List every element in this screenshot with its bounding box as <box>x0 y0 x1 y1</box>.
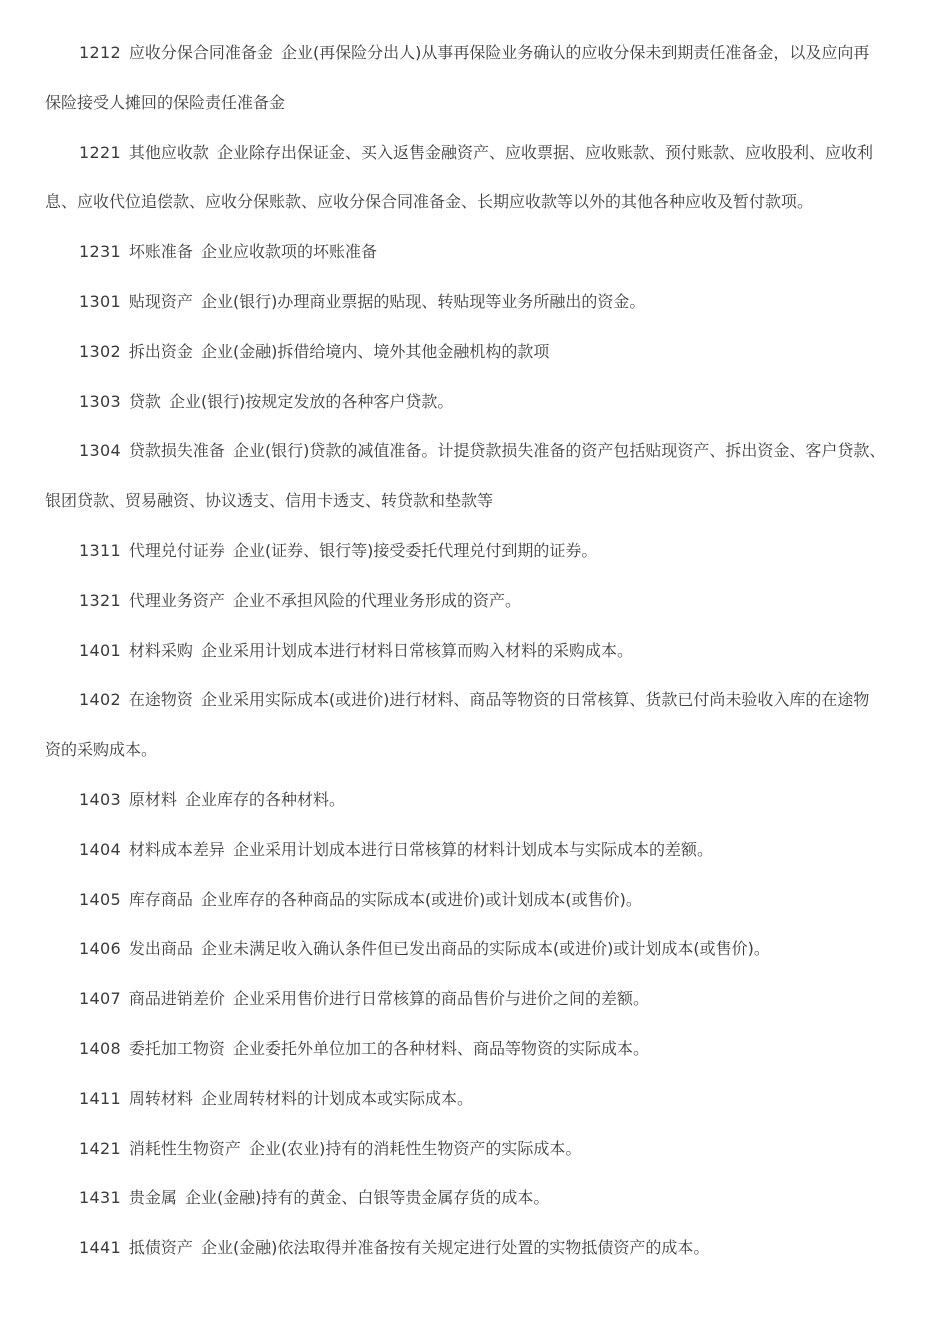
account-code: 1212 <box>79 43 121 62</box>
account-code: 1221 <box>79 142 121 162</box>
account-list <box>45 38 910 1262</box>
account-name: 周转材料 <box>128 1088 193 1108</box>
account-entry <box>45 138 910 217</box>
account-name: 贷款 <box>128 391 161 411</box>
account-description: 企业(证券、银行等)接受委托代理兑付到期的证券。 <box>232 540 598 560</box>
account-code: 1303 <box>79 391 121 411</box>
account-name: 抵债资产 <box>128 1238 193 1258</box>
account-code: 1301 <box>79 291 121 311</box>
account-description: 企业(银行)贷款的减值准备。计提贷款损失准备的资产包括贴现资产、拆出资金、客户贷款、 <box>232 441 886 461</box>
account-code: 1402 <box>79 690 121 710</box>
account-entry <box>45 1233 910 1262</box>
account-description-continued: 息、应收代位追偿款、应收分保账款、应收分保合同准备金、长期应收款等以外的其他各种应收及暂付款项。 <box>45 192 814 212</box>
account-code: 1411 <box>79 1088 121 1108</box>
account-entry <box>45 536 910 565</box>
account-name: 拆出资金 <box>128 341 193 361</box>
account-name: 代理业务资产 <box>128 590 225 610</box>
account-entry <box>45 1134 910 1163</box>
account-code: 1408 <box>79 1038 121 1058</box>
account-entry <box>45 885 910 914</box>
account-name: 贴现资产 <box>128 291 193 311</box>
account-code: 1407 <box>79 989 121 1009</box>
account-description: 企业除存出保证金、买入返售金融资产、应收票据、应收账款、预付账款、应收股利、应收利 <box>216 142 873 162</box>
account-code: 1401 <box>79 640 121 660</box>
account-description: 企业(金融)依法取得并准备按有关规定进行处置的实物抵债资产的成本。 <box>200 1238 710 1258</box>
account-code: 1421 <box>79 1138 121 1158</box>
account-entry <box>45 237 910 266</box>
account-description: 企业(再保险分出人)从事再保险业务确认的应收分保未到期责任准备金，以及应向再 <box>280 43 870 62</box>
account-entry <box>45 934 910 963</box>
account-entry <box>45 436 910 515</box>
account-entry <box>45 636 910 665</box>
account-description: 企业采用计划成本进行材料日常核算而购入材料的采购成本。 <box>200 640 633 660</box>
account-name: 贵金属 <box>128 1188 177 1208</box>
account-name: 材料成本差异 <box>128 839 225 859</box>
account-code: 1302 <box>79 341 121 361</box>
account-name: 应收分保合同准备金 <box>128 43 273 62</box>
account-code: 1441 <box>79 1238 121 1258</box>
account-description: 企业采用售价进行日常核算的商品售价与进价之间的差额。 <box>232 989 649 1009</box>
account-name: 在途物资 <box>128 690 193 710</box>
account-code: 1406 <box>79 939 121 959</box>
account-entry <box>45 1183 910 1212</box>
account-description: 企业周转材料的计划成本或实际成本。 <box>200 1088 473 1108</box>
account-entry <box>45 685 910 764</box>
account-code: 1231 <box>79 242 121 262</box>
account-description: 企业(金融)拆借给境内、境外其他金融机构的款项 <box>200 341 550 361</box>
account-description: 企业未满足收入确认条件但已发出商品的实际成本(或进价)或计划成本(或售价)。 <box>200 939 770 959</box>
account-entry <box>45 337 910 366</box>
account-description: 企业(农业)持有的消耗性生物资产的实际成本。 <box>248 1138 582 1158</box>
account-entry <box>45 38 910 117</box>
account-description: 企业采用计划成本进行日常核算的材料计划成本与实际成本的差额。 <box>232 839 713 859</box>
account-description: 企业库存的各种材料。 <box>184 789 345 809</box>
account-code: 1304 <box>79 441 121 461</box>
account-entry <box>45 1084 910 1113</box>
account-description-continued: 银团贷款、贸易融资、协议透支、信用卡透支、转贷款和垫款等 <box>45 491 494 511</box>
account-description-continued: 保险接受人摊回的保险责任准备金 <box>45 92 286 112</box>
account-description: 企业不承担风险的代理业务形成的资产。 <box>232 590 521 610</box>
account-entry <box>45 586 910 615</box>
account-description-continued: 资的采购成本。 <box>45 740 158 760</box>
account-name: 消耗性生物资产 <box>128 1138 241 1158</box>
account-name: 库存商品 <box>128 889 193 909</box>
account-name: 委托加工物资 <box>128 1038 225 1058</box>
account-description: 企业采用实际成本(或进价)进行材料、商品等物资的日常核算、货款已付尚未验收入库的在途物 <box>200 690 870 710</box>
account-name: 材料采购 <box>128 640 193 660</box>
account-code: 1405 <box>79 889 121 909</box>
account-name: 代理兑付证券 <box>128 540 225 560</box>
account-description: 企业(金融)持有的黄金、白银等贵金属存货的成本。 <box>184 1188 550 1208</box>
account-description: 企业库存的各种商品的实际成本(或进价)或计划成本(或售价)。 <box>200 889 642 909</box>
account-description: 企业委托外单位加工的各种材料、商品等物资的实际成本。 <box>232 1038 649 1058</box>
account-name: 贷款损失准备 <box>128 441 225 461</box>
account-entry <box>45 387 910 416</box>
account-code: 1431 <box>79 1188 121 1208</box>
account-name: 原材料 <box>128 789 177 809</box>
account-code: 1403 <box>79 789 121 809</box>
account-entry <box>45 835 910 864</box>
account-entry <box>45 287 910 316</box>
account-entry <box>45 984 910 1013</box>
account-name: 发出商品 <box>128 939 193 959</box>
account-description: 企业应收款项的坏账准备 <box>200 242 377 262</box>
account-name: 其他应收款 <box>128 142 209 162</box>
account-name: 商品进销差价 <box>128 989 225 1009</box>
account-code: 1321 <box>79 590 121 610</box>
account-code: 1404 <box>79 839 121 859</box>
account-description: 企业(银行)按规定发放的各种客户贷款。 <box>168 391 454 411</box>
account-entry <box>45 1034 910 1063</box>
account-code: 1311 <box>79 540 121 560</box>
account-name: 坏账准备 <box>128 242 193 262</box>
account-entry <box>45 785 910 814</box>
account-description: 企业(银行)办理商业票据的贴现、转贴现等业务所融出的资金。 <box>200 291 646 311</box>
